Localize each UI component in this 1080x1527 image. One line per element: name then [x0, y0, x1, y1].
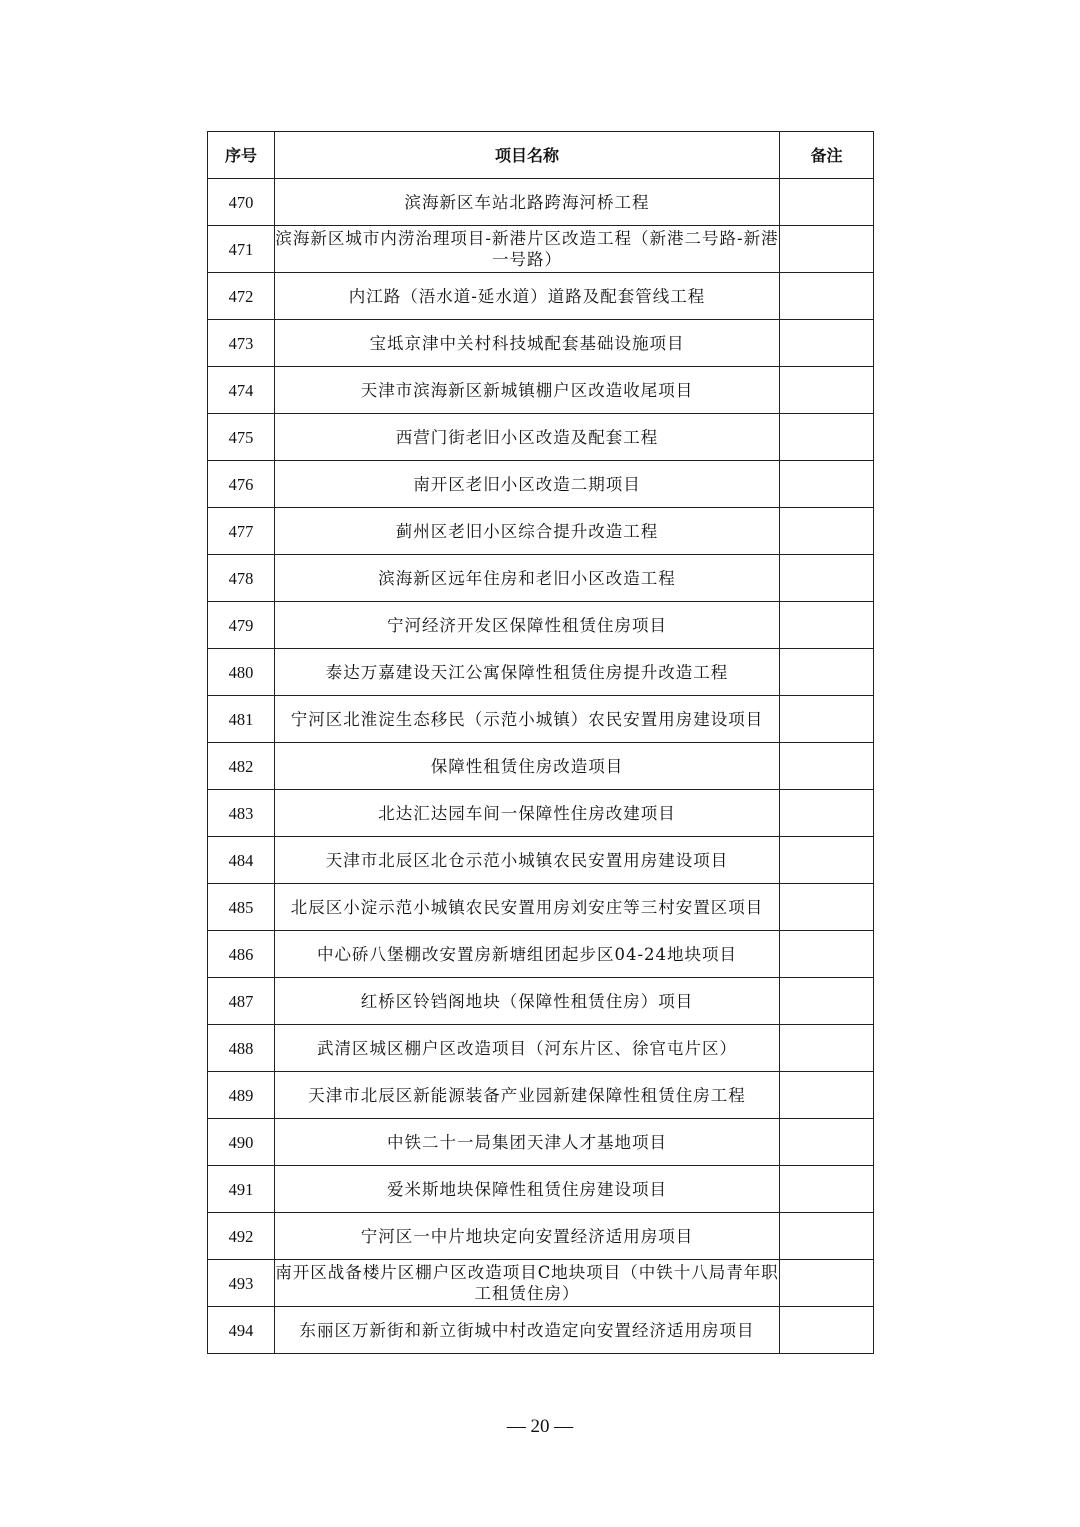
row-note — [780, 884, 874, 931]
row-note — [780, 696, 874, 743]
row-name: 保障性租赁住房改造项目 — [275, 743, 780, 790]
row-seq: 471 — [208, 226, 275, 273]
table-row — [208, 790, 874, 837]
row-name: 内江路（浯水道-延水道）道路及配套管线工程 — [275, 273, 780, 320]
row-name: 南开区老旧小区改造二期项目 — [275, 461, 780, 508]
table-row — [208, 273, 874, 320]
row-note — [780, 1213, 874, 1260]
row-name: 南开区战备楼片区棚户区改造项目C地块项目（中铁十八局青年职工租赁住房） — [275, 1260, 780, 1307]
row-note — [780, 226, 874, 273]
row-seq: 474 — [208, 367, 275, 414]
row-name: 蓟州区老旧小区综合提升改造工程 — [275, 508, 780, 555]
row-seq: 470 — [208, 179, 275, 226]
row-note — [780, 320, 874, 367]
row-name: 爱米斯地块保障性租赁住房建设项目 — [275, 1166, 780, 1213]
row-seq: 478 — [208, 555, 275, 602]
row-note — [780, 179, 874, 226]
header-seq: 序号 — [208, 132, 275, 179]
table-row — [208, 1119, 874, 1166]
table-row — [208, 367, 874, 414]
row-name: 中心硚八堡棚改安置房新塘组团起步区04-24地块项目 — [275, 931, 780, 978]
row-seq: 475 — [208, 414, 275, 461]
row-name: 北达汇达园车间一保障性住房改建项目 — [275, 790, 780, 837]
row-seq: 473 — [208, 320, 275, 367]
table-row — [208, 1072, 874, 1119]
row-seq: 482 — [208, 743, 275, 790]
row-name: 武清区城区棚户区改造项目（河东片区、徐官屯片区） — [275, 1025, 780, 1072]
table-row — [208, 931, 874, 978]
row-note — [780, 508, 874, 555]
table-row — [208, 1213, 874, 1260]
row-name: 滨海新区车站北路跨海河桥工程 — [275, 179, 780, 226]
row-name: 北辰区小淀示范小城镇农民安置用房刘安庄等三村安置区项目 — [275, 884, 780, 931]
table-row — [208, 320, 874, 367]
row-note — [780, 461, 874, 508]
row-note — [780, 790, 874, 837]
header-note: 备注 — [780, 132, 874, 179]
row-note — [780, 1166, 874, 1213]
row-seq: 489 — [208, 1072, 275, 1119]
row-name: 滨海新区远年住房和老旧小区改造工程 — [275, 555, 780, 602]
row-name: 泰达万嘉建设天江公寓保障性租赁住房提升改造工程 — [275, 649, 780, 696]
row-name: 中铁二十一局集团天津人才基地项目 — [275, 1119, 780, 1166]
row-seq: 480 — [208, 649, 275, 696]
table-row — [208, 461, 874, 508]
row-seq: 472 — [208, 273, 275, 320]
table-row — [208, 414, 874, 461]
row-note — [780, 1119, 874, 1166]
row-name: 西营门街老旧小区改造及配套工程 — [275, 414, 780, 461]
row-seq: 481 — [208, 696, 275, 743]
row-note — [780, 1072, 874, 1119]
project-table — [207, 131, 874, 1354]
row-note — [780, 1260, 874, 1307]
row-note — [780, 602, 874, 649]
row-note — [780, 414, 874, 461]
header-name: 项目名称 — [275, 132, 780, 179]
row-note — [780, 367, 874, 414]
row-seq: 476 — [208, 461, 275, 508]
row-note — [780, 978, 874, 1025]
row-seq: 492 — [208, 1213, 275, 1260]
row-note — [780, 743, 874, 790]
table-row — [208, 884, 874, 931]
table-row — [208, 602, 874, 649]
row-seq: 490 — [208, 1119, 275, 1166]
row-name: 东丽区万新街和新立街城中村改造定向安置经济适用房项目 — [275, 1307, 780, 1354]
row-note — [780, 649, 874, 696]
row-seq: 483 — [208, 790, 275, 837]
row-name: 滨海新区城市内涝治理项目-新港片区改造工程（新港二号路-新港一号路） — [275, 226, 780, 273]
row-seq: 488 — [208, 1025, 275, 1072]
row-note — [780, 273, 874, 320]
row-seq: 494 — [208, 1307, 275, 1354]
table-row — [208, 1260, 874, 1307]
table-body — [208, 179, 874, 1354]
table-row — [208, 226, 874, 273]
row-name: 天津市北辰区新能源装备产业园新建保障性租赁住房工程 — [275, 1072, 780, 1119]
row-name: 宁河区北淮淀生态移民（示范小城镇）农民安置用房建设项目 — [275, 696, 780, 743]
table-row — [208, 978, 874, 1025]
table-row — [208, 179, 874, 226]
table-row — [208, 508, 874, 555]
row-note — [780, 837, 874, 884]
page-number: — 20 — — [506, 1416, 574, 1437]
row-seq: 477 — [208, 508, 275, 555]
table-header-row — [208, 132, 874, 179]
row-seq: 479 — [208, 602, 275, 649]
table-row — [208, 1307, 874, 1354]
row-note — [780, 1307, 874, 1354]
table-row — [208, 649, 874, 696]
row-seq: 486 — [208, 931, 275, 978]
row-name: 宁河区一中片地块定向安置经济适用房项目 — [275, 1213, 780, 1260]
row-name: 宝坻京津中关村科技城配套基础设施项目 — [275, 320, 780, 367]
row-name: 宁河经济开发区保障性租赁住房项目 — [275, 602, 780, 649]
row-seq: 484 — [208, 837, 275, 884]
table-row — [208, 696, 874, 743]
table-row — [208, 743, 874, 790]
table-row — [208, 1166, 874, 1213]
table-row — [208, 837, 874, 884]
row-name: 红桥区铃铛阁地块（保障性租赁住房）项目 — [275, 978, 780, 1025]
row-seq: 493 — [208, 1260, 275, 1307]
row-seq: 487 — [208, 978, 275, 1025]
row-name: 天津市北辰区北仓示范小城镇农民安置用房建设项目 — [275, 837, 780, 884]
row-seq: 485 — [208, 884, 275, 931]
row-note — [780, 1025, 874, 1072]
table-row — [208, 555, 874, 602]
table-row — [208, 1025, 874, 1072]
row-note — [780, 555, 874, 602]
row-seq: 491 — [208, 1166, 275, 1213]
row-note — [780, 931, 874, 978]
row-name: 天津市滨海新区新城镇棚户区改造收尾项目 — [275, 367, 780, 414]
